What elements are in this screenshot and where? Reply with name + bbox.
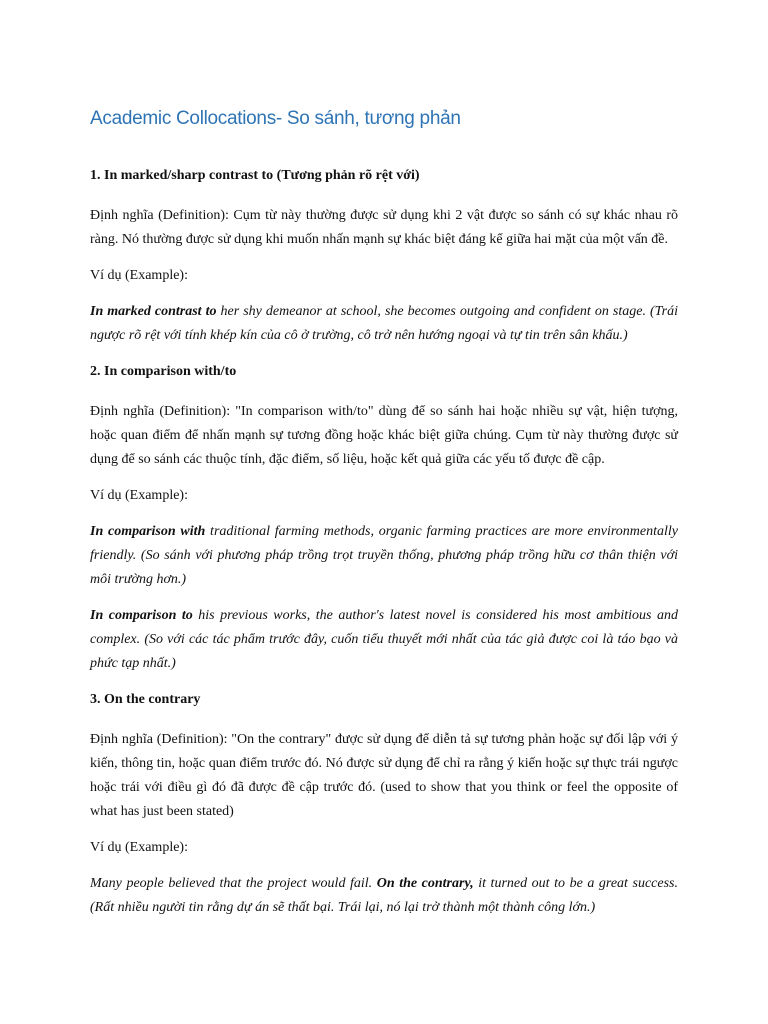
example-collocation: In comparison with (90, 524, 206, 539)
section-heading: 2. In comparison with/to (90, 364, 237, 379)
document-content (90, 108, 678, 932)
example-collocation: In comparison to (90, 608, 193, 623)
example-text: her shy demeanor at school, she becomes outgoing and confident on stage. (Trái ngược rõ rệt với tính khép kín của cô ở trường, cô trở nên hướng ngoại và tự tin trên sân khấu.) (90, 304, 678, 343)
example-sentence (90, 604, 678, 676)
example-sentence (90, 520, 678, 592)
example-sentence (90, 872, 678, 920)
section-1 (90, 164, 678, 348)
example-text: it turned out to be a great success. (Rất nhiều người tin rằng dự án sẽ thất bại. Trái lại, nó lại trở thành một thành công lớn.) (90, 876, 678, 915)
example-label: Ví dụ (Example): (90, 488, 188, 503)
section-definition: Định nghĩa (Definition): Cụm từ này thường được sử dụng khi 2 vật được so sánh có sự khác nhau rõ ràng. Nó thường được sử dụng khi muốn nhấn mạnh sự khác biệt đáng kể giữa hai mặt của một vấn đề. (90, 208, 678, 247)
example-label: Ví dụ (Example): (90, 840, 188, 855)
section-definition: Định nghĩa (Definition): "On the contrary" được sử dụng để diễn tả sự tương phản hoặc sự đối lập với ý kiến, thông tin, hoặc quan điểm trước đó. Nó được sử dụng để chỉ ra rằng ý kiến hoặc sự thực trái ngược hoặc trái với điều gì đó đã được đề cập trước đó. (used to show that you think or feel the opposite of what has just been stated) (90, 732, 678, 819)
section-heading: 3. On the contrary (90, 692, 201, 707)
example-text: Many people believed that the project would fail. (90, 876, 377, 891)
example-text: his previous works, the author's latest novel is considered his most ambitious and complex. (So với các tác phẩm trước đây, cuốn tiểu thuyết mới nhất của tác giả được coi là táo bạo và phức tạp nhất.) (90, 608, 678, 671)
section-2 (90, 360, 678, 676)
section-definition: Định nghĩa (Definition): "In comparison with/to" dùng để so sánh hai hoặc nhiều sự vật, hiện tượng, hoặc quan điểm để nhấn mạnh sự tương đồng hoặc khác biệt giữa chúng. Cụm từ này thường được sử dụng để so sánh các thuộc tính, đặc điểm, số liệu, hoặc kết quả giữa các yếu tố được đề cập. (90, 404, 678, 467)
document-title: Academic Collocations- So sánh, tương phản (90, 108, 461, 129)
example-collocation: On the contrary, (376, 876, 474, 891)
example-label: Ví dụ (Example): (90, 268, 188, 283)
section-heading: 1. In marked/sharp contrast to (Tương phản rõ rệt với) (90, 168, 420, 183)
example-collocation: In marked contrast to (90, 304, 217, 319)
example-sentence (90, 300, 678, 348)
section-3 (90, 688, 678, 920)
example-text: traditional farming methods, organic farming practices are more environmentally friendly. (So sánh với phương pháp trồng trọt truyền thống, phương pháp trồng hữu cơ thân thiện với môi trường hơn.) (90, 524, 678, 587)
